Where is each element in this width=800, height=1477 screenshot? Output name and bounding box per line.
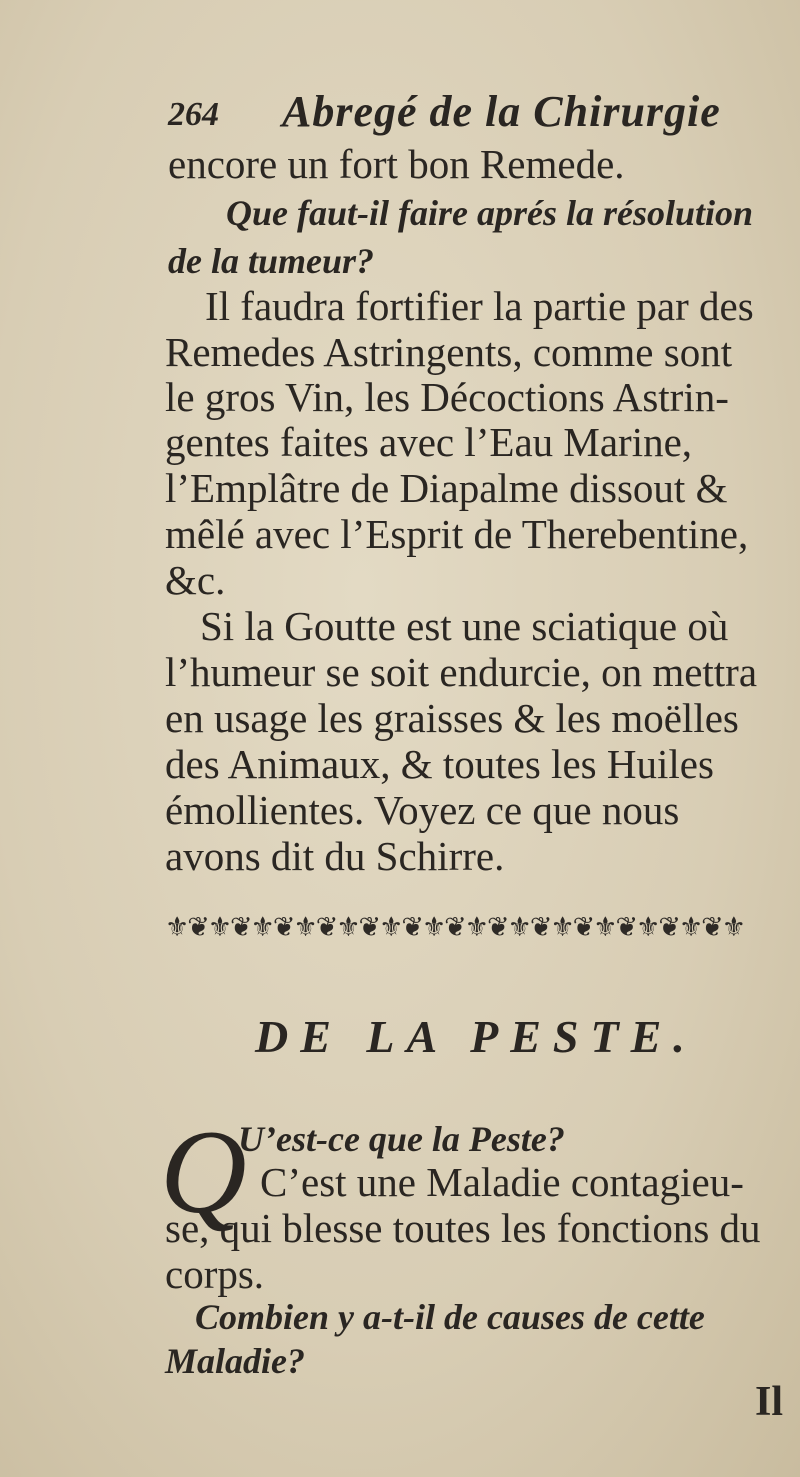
text-line: l’Emplâtre de Diapalme dissout & — [165, 465, 728, 511]
question-line: Maladie? — [165, 1341, 305, 1381]
text-line: en usage les graisses & les moëlles — [165, 695, 739, 741]
catchword: Il — [755, 1379, 784, 1425]
text-line: &c. — [165, 557, 226, 603]
question-line: Combien y a-t-il de causes de cette — [195, 1297, 705, 1337]
text-line: émollientes. Voyez ce que nous — [165, 787, 680, 833]
text-line: gentes faites avec l’Eau Marine, — [165, 419, 693, 465]
running-title: Abregé de la Chirurgie — [282, 87, 721, 136]
text-line: Si la Goutte est une sciatique où — [200, 603, 729, 649]
text-line: corps. — [165, 1251, 265, 1297]
decorative-ornament-band: ⚜❦⚜❦⚜❦⚜❦⚜❦⚜❦⚜❦⚜❦⚜❦⚜❦⚜❦⚜❦⚜❦⚜ — [165, 912, 744, 943]
text-line: mêlé avec l’Esprit de Therebentine, — [165, 511, 749, 557]
text-line: avons dit du Schirre. — [165, 833, 505, 879]
question-line: de la tumeur? — [168, 241, 375, 281]
page-number: 264 — [168, 96, 219, 133]
text-line: l’humeur se soit endurcie, on mettra — [165, 649, 758, 695]
question-line: U’est-ce que la Peste? — [238, 1119, 565, 1159]
text-line: encore un fort bon Remede. — [168, 141, 625, 187]
text-line: le gros Vin, les Décoctions Astrin- — [165, 374, 729, 420]
text-line: Remedes Astringents, comme sont — [165, 329, 733, 375]
text-line: Il faudra fortifier la partie par des — [205, 283, 754, 329]
text-line: C’est une Maladie contagieu- — [260, 1159, 744, 1205]
text-line: se, qui blesse toutes les fonctions du — [165, 1205, 761, 1251]
drop-cap: Q — [160, 1105, 247, 1238]
section-title: DE LA PESTE. — [255, 1011, 697, 1062]
question-line: Que faut-il faire aprés la résolution — [226, 193, 754, 233]
text-line: des Animaux, & toutes les Huiles — [165, 741, 714, 787]
